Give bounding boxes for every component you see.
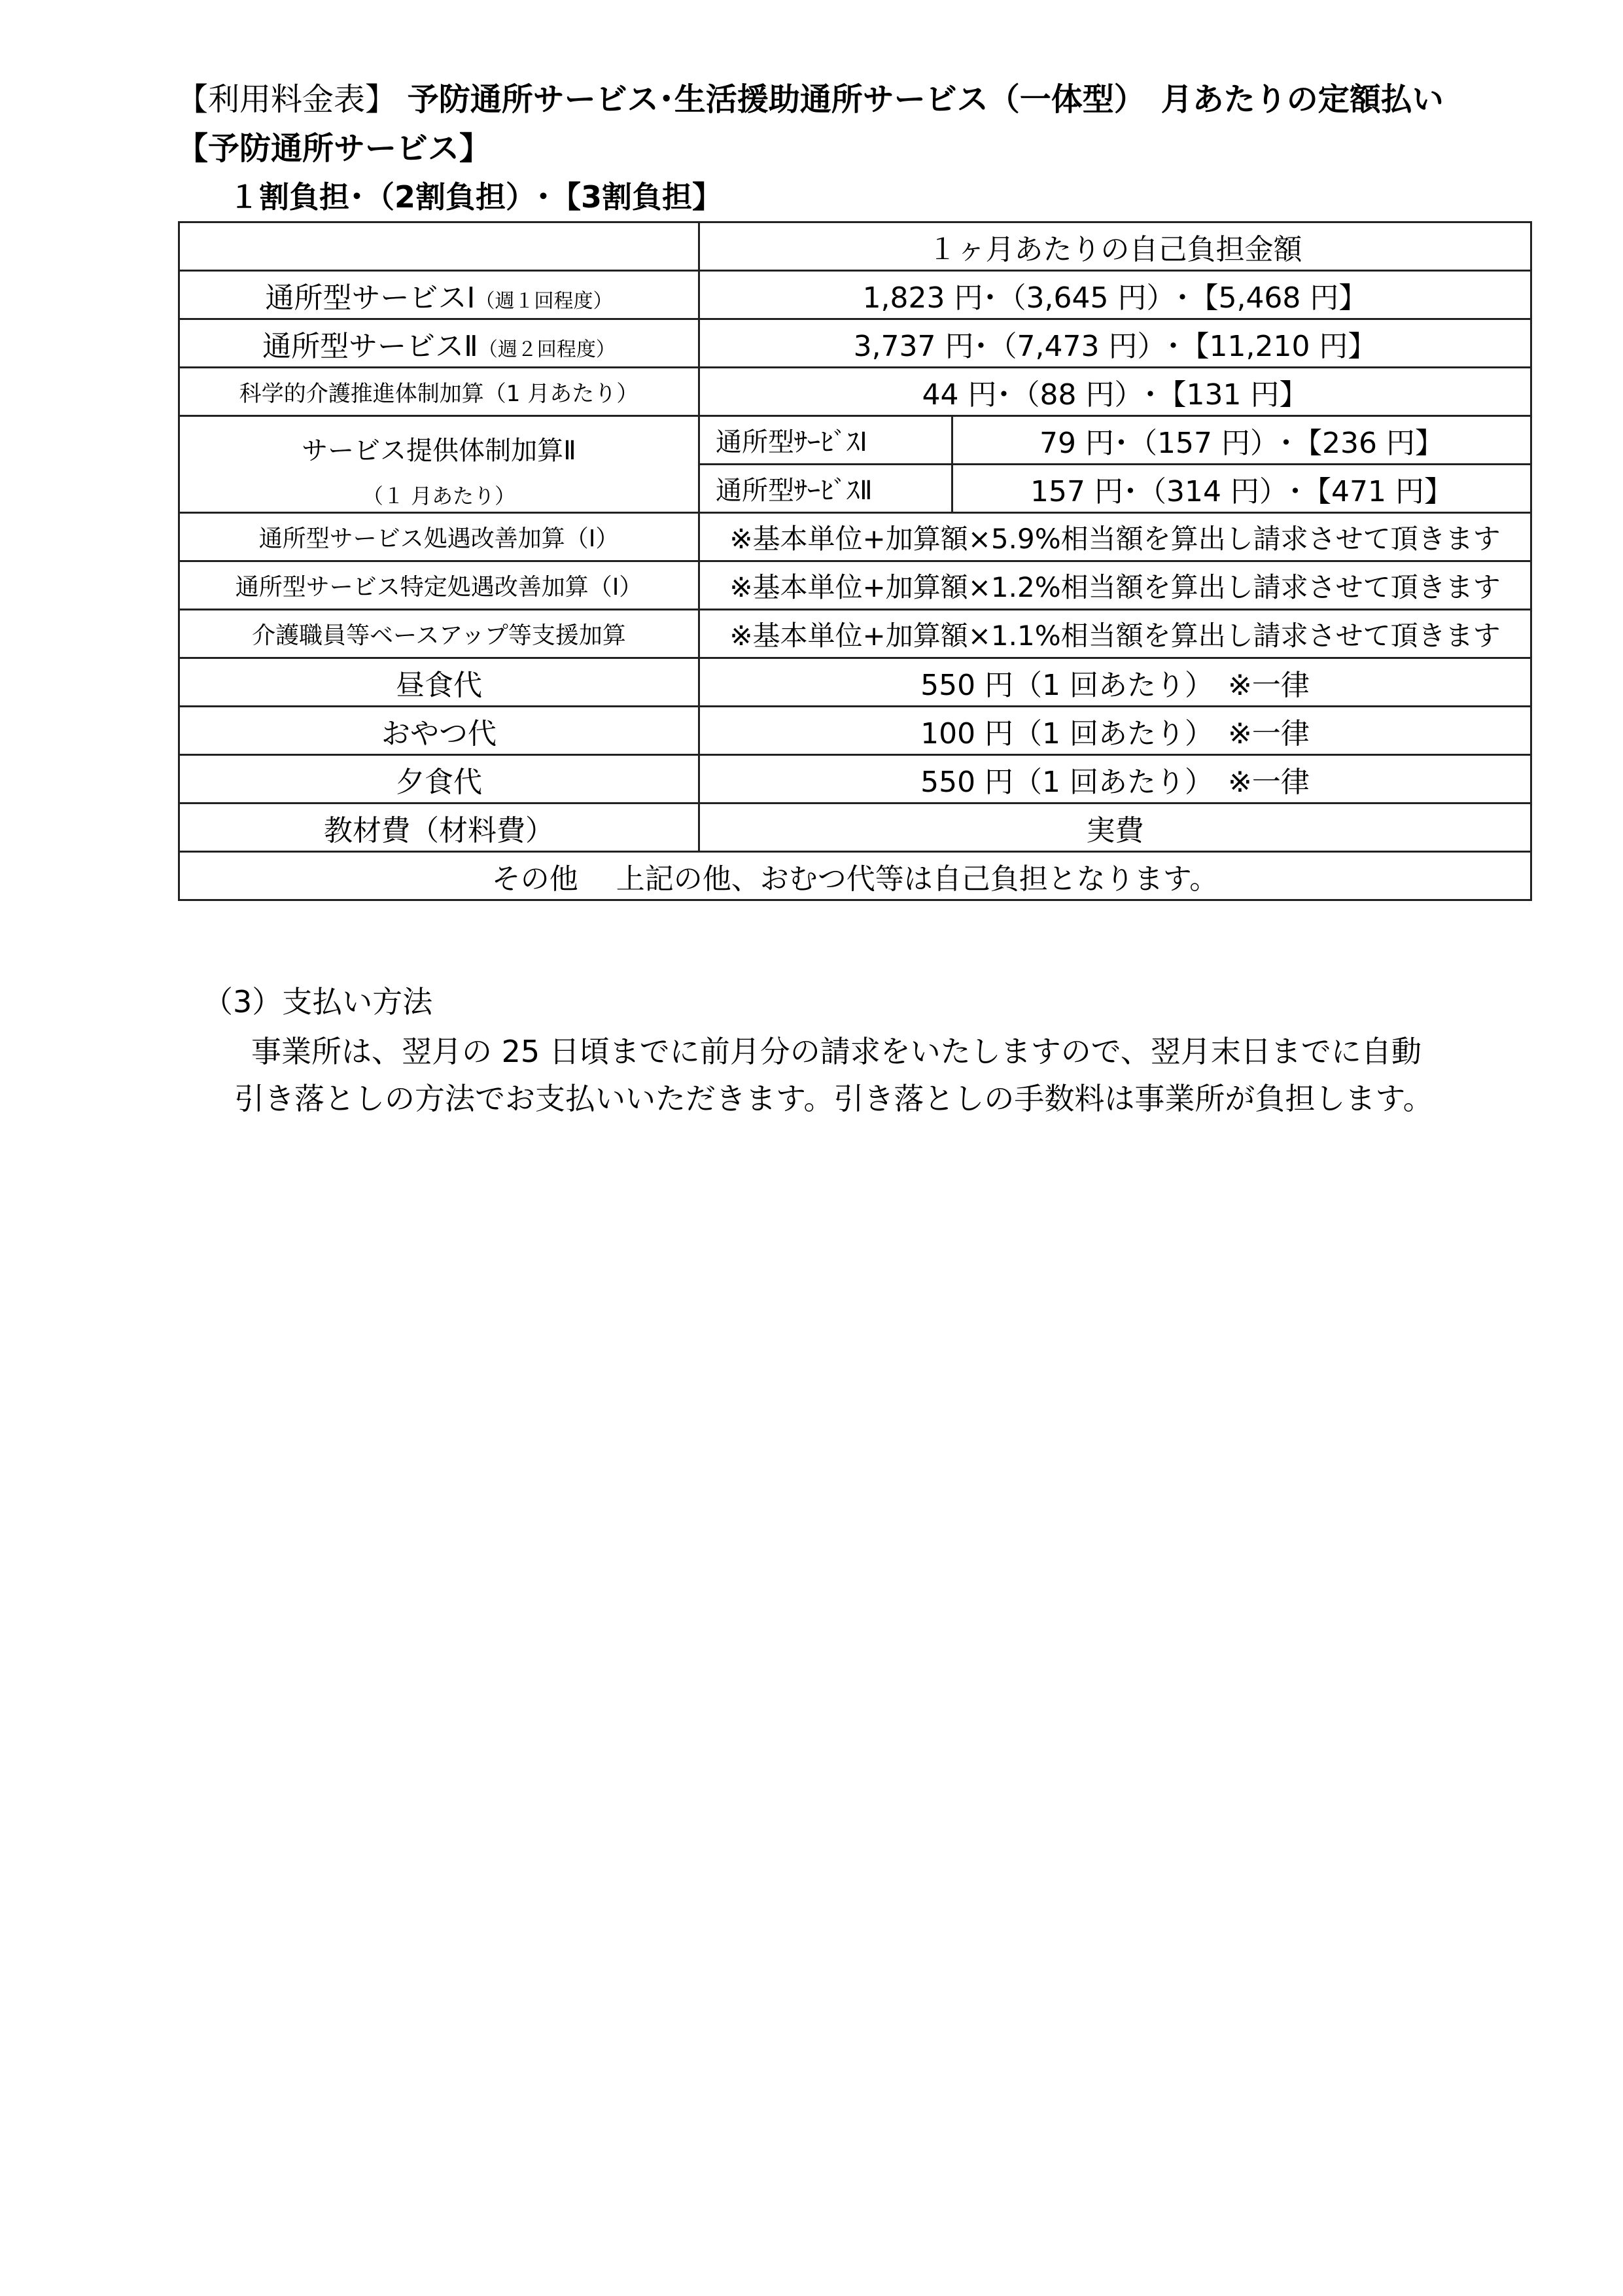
table-header-row: [179, 222, 1531, 271]
table-row: [179, 416, 1531, 465]
payment-text-line: 事業所は、翌月の 25 日頃までに前月分の請求をいたしますので、翌月末日までに自動: [251, 1034, 1422, 1069]
table-row: [179, 271, 1531, 319]
row-value: 100 円（1 回あたり） ※一律: [699, 707, 1531, 755]
document-title: [177, 81, 1444, 118]
header-empty-cell: [179, 222, 699, 271]
footer-cell: その他 上記の他、おむつ代等は自己負担となります。: [179, 852, 1531, 900]
row-value: 1,823 円･（3,645 円）･【5,468 円】: [699, 271, 1531, 319]
kasan-sub-value: 157 円･（314 円）･【471 円】: [952, 465, 1531, 513]
kasan-label-cell: [179, 416, 699, 513]
row-value: ※基本単位+加算額×5.9%相当額を算出し請求させて頂きます: [699, 513, 1531, 561]
kasan-sub-value: 79 円･（157 円）･【236 円】: [952, 416, 1531, 465]
ratio-heading: １割負担･（2割負担）･【3割負担】: [229, 179, 723, 215]
table-row: [179, 610, 1531, 658]
row-value: 550 円（1 回あたり） ※一律: [699, 755, 1531, 804]
row-label: 教材費（材料費）: [179, 804, 699, 852]
row-label: 昼食代: [179, 658, 699, 707]
table-row: [179, 368, 1531, 416]
kasan-sub-label: 通所型ｻｰﾋﾞｽⅡ: [699, 465, 952, 513]
table-row: [179, 561, 1531, 610]
row-label: 介護職員等ベースアップ等支援加算: [179, 610, 699, 658]
row-label: おやつ代: [179, 707, 699, 755]
row-label: 科学的介護推進体制加算（1 月あたり）: [179, 368, 699, 416]
title-bracket: 【利用料金表】: [177, 81, 397, 118]
row-value: 実費: [699, 804, 1531, 852]
kasan-label-note: （１ 月あたり）: [362, 484, 516, 508]
row-value: 44 円･（88 円）･【131 円】: [699, 368, 1531, 416]
row-value: ※基本単位+加算額×1.1%相当額を算出し請求させて頂きます: [699, 610, 1531, 658]
row-label: 夕食代: [179, 755, 699, 804]
table-footer-row: [179, 852, 1531, 900]
section-heading: 【予防通所サービス】: [177, 130, 491, 167]
kasan-sub-label: 通所型ｻｰﾋﾞｽⅠ: [699, 416, 952, 465]
row-label: 通所型サービス特定処遇改善加算（Ⅰ）: [179, 561, 699, 610]
row-value: ※基本単位+加算額×1.2%相当額を算出し請求させて頂きます: [699, 561, 1531, 610]
row-value: 3,737 円･（7,473 円）･【11,210 円】: [699, 319, 1531, 368]
table-row: [179, 513, 1531, 561]
fee-table: [178, 221, 1532, 901]
row-label: 通所型サービスⅠ（週１回程度）: [179, 271, 699, 319]
title-text: 予防通所サービス･生活援助通所サービス（一体型） 月あたりの定額払い: [407, 81, 1444, 118]
table-row: [179, 319, 1531, 368]
kasan-label: サービス提供体制加算Ⅱ: [302, 436, 576, 466]
payment-text-line: 引き落としの方法でお支払いいただきます。引き落としの手数料は事業所が負担します。: [234, 1081, 1433, 1116]
table-row: [179, 804, 1531, 852]
header-cell: １ヶ月あたりの自己負担金額: [699, 222, 1531, 271]
table-row: [179, 755, 1531, 804]
table-row: [179, 658, 1531, 707]
payment-heading: （3）支払い方法: [203, 984, 433, 1019]
table-row: [179, 707, 1531, 755]
row-label: 通所型サービスⅡ（週２回程度）: [179, 319, 699, 368]
row-value: 550 円（1 回あたり） ※一律: [699, 658, 1531, 707]
row-label: 通所型サービス処遇改善加算（Ⅰ）: [179, 513, 699, 561]
